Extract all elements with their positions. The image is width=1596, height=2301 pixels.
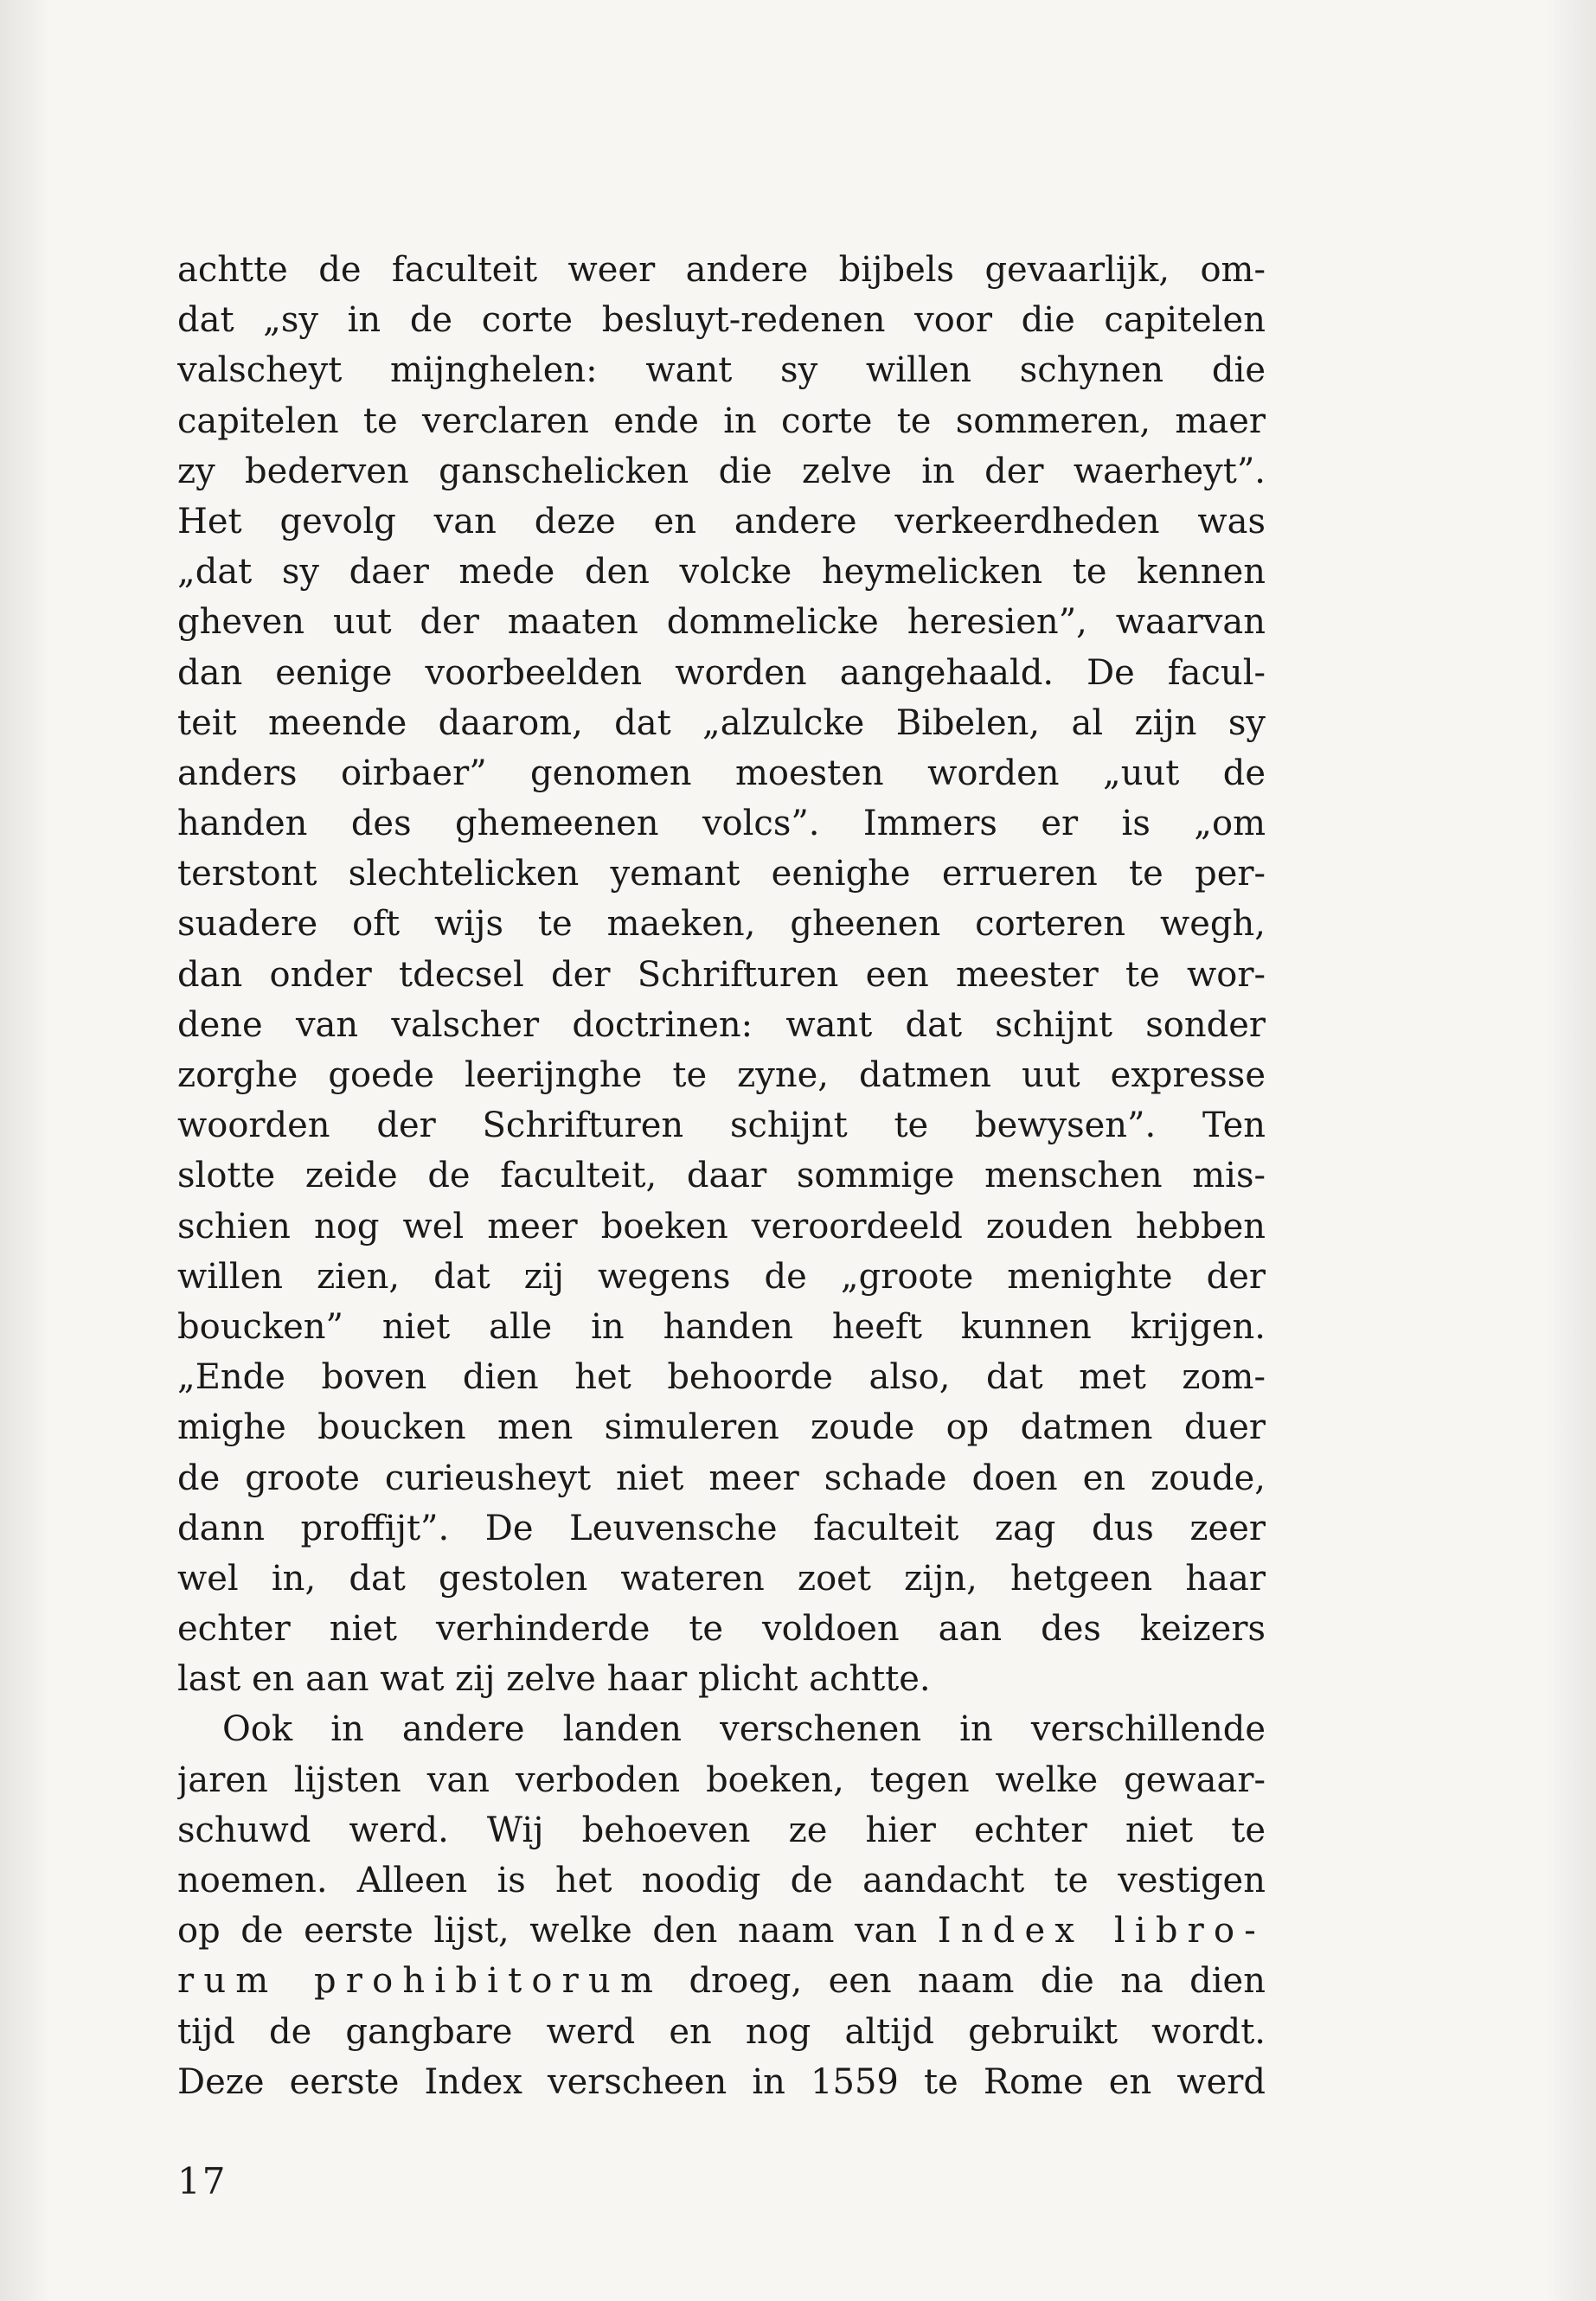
text-line: dan onder tdecsel der Schrifturen een meester te wor- <box>177 954 1266 995</box>
text-line: „dat sy daer mede den volcke heymelicken te kennen <box>177 552 1266 593</box>
page-edge-shadow-right <box>1546 0 1596 2301</box>
spaced-title: rum prohibitorum <box>177 1961 663 2002</box>
text-line: mighe boucken men simuleren zoude op datmen duer <box>177 1407 1266 1448</box>
text-line: boucken” niet alle in handen heeft kunnen krijgen. <box>177 1306 1266 1347</box>
text-line: woorden der Schrifturen schijnt te bewysen”. Ten <box>177 1106 1266 1146</box>
text-line: last en aan wat zij zelve haar plicht achtte. <box>177 1659 931 1700</box>
page-edge-shadow-left <box>0 0 50 2301</box>
line-text: op de eerste lijst, welke den naam van <box>177 1911 938 1952</box>
text-line: Ook in andere landen verschenen in verschillende <box>222 1709 1266 1750</box>
text-line: Het gevolg van deze en andere verkeerdheden was <box>177 501 1266 542</box>
text-line: suadere oft wijs te maeken, gheenen corteren wegh, <box>177 904 1266 945</box>
page-number: 17 <box>177 2160 228 2202</box>
text-line: wel in, dat gestolen wateren zoet zijn, hetgeen haar <box>177 1558 1266 1599</box>
text-line: dene van valscher doctrinen: want dat schijnt sonder <box>177 1004 1266 1045</box>
text-line: willen zien, dat zij wegens de „groote menighte der <box>177 1256 1266 1297</box>
text-line: achtte de faculteit weer andere bijbels gevaarlijk, om- <box>177 250 1266 290</box>
text-line: anders oirbaer” genomen moesten worden „uut de <box>177 753 1266 793</box>
text-line: dann proffijt”. De Leuvensche faculteit zag dus zeer <box>177 1508 1266 1548</box>
line-text: droeg, een naam die na dien <box>663 1961 1266 2002</box>
text-line: dan eenige voorbeelden worden aangehaald. De facul- <box>177 652 1266 693</box>
text-line <box>177 1906 1266 1956</box>
text-line: capitelen te verclaren ende in corte te sommeren, maer <box>177 401 1266 441</box>
text-line: noemen. Alleen is het noodig de aandacht te vestigen <box>177 1861 1266 1900</box>
text-line: Deze eerste Index verscheen in 1559 te Rome en werd <box>177 2061 1266 2102</box>
text-line: echter niet verhinderde te voldoen aan des keizers <box>177 1609 1266 1650</box>
body-text <box>177 245 1266 2107</box>
text-line: dat „sy in de corte besluyt-redenen voor die capitelen <box>177 300 1266 341</box>
text-line: zorghe goede leerijnghe te zyne, datmen uut expresse <box>177 1055 1266 1095</box>
text-line: schien nog wel meer boeken veroordeeld zouden hebben <box>177 1206 1266 1247</box>
text-line: schuwd werd. Wij behoeven ze hier echter niet te <box>177 1810 1266 1850</box>
text-line: terstont slechtelicken yemant eenighe errueren te per- <box>177 854 1266 894</box>
text-line: teit meende daarom, dat „alzulcke Bibelen, al zijn sy <box>177 702 1266 743</box>
text-line: slotte zeide de faculteit, daar sommige menschen mis- <box>177 1156 1266 1196</box>
text-line: zy bederven ganschelicken die zelve in der waerheyt”. <box>177 451 1266 491</box>
text-line: gheven uut der maaten dommelicke heresien”, waarvan <box>177 602 1266 643</box>
text-line: jaren lijsten van verboden boeken, tegen welke gewaar- <box>177 1759 1266 1800</box>
text-line: valscheyt mijnghelen: want sy willen schynen die <box>177 350 1266 391</box>
spaced-title: Index libro- <box>937 1911 1266 1952</box>
text-line: „Ende boven dien het behoorde also, dat met zom- <box>177 1357 1266 1398</box>
text-line <box>177 1956 1266 2006</box>
text-line: tijd de gangbare werd en nog altijd gebruikt wordt. <box>177 2011 1266 2052</box>
text-line: handen des ghemeenen volcs”. Immers er is „om <box>177 804 1266 844</box>
text-line: de groote curieusheyt niet meer schade doen en zoude, <box>177 1458 1266 1498</box>
